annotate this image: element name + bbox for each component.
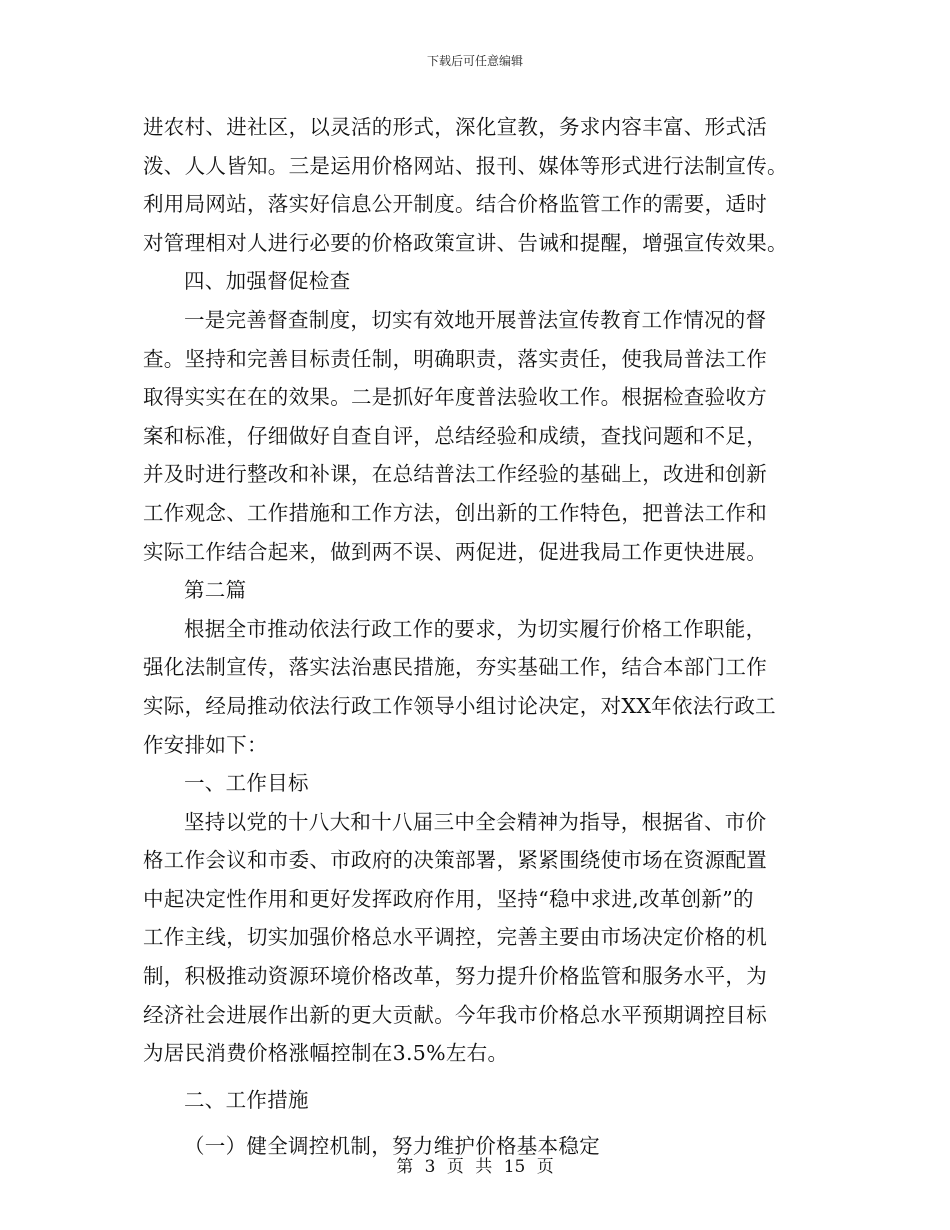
section-heading: 二、工作措施 [184, 1087, 309, 1112]
subsection-heading: （一）健全调控机制，努力维护价格基本稳定 [184, 1134, 600, 1159]
text-line: 一是完善督查制度，切实有效地开展普法宣传教育工作情况的督 [184, 307, 767, 332]
text-line: 根据全市推动依法行政工作的要求，为切实履行价格工作职能， [184, 616, 767, 641]
text-line: 实际工作结合起来，做到两不误、两促进，促进我局工作更快进展。 [143, 539, 767, 564]
spacer [143, 1119, 808, 1127]
page-header: 下载后可任意编辑 [426, 54, 523, 68]
section-heading: 一、工作目标 [184, 771, 309, 796]
text-line: 作安排如下： [143, 732, 268, 757]
text-line: 并及时进行整改和补课，在总结普法工作经验的基础上，改进和创新 [143, 462, 767, 487]
text-line: 强化法制宣传，落实法治惠民措施，夯实基础工作，结合本部门工作 [143, 655, 767, 680]
text-line: 取得实实在在的效果。二是抓好年度普法验收工作。根据检查验收方 [143, 385, 767, 410]
text-line: 中起决定性作用和更好发挥政府作用，坚持“稳中求进,改革创新”的 [143, 886, 754, 911]
text-line: 为居民消费价格涨幅控制在3.5%左右。 [143, 1041, 509, 1066]
page-footer: 第 3 页 共 15 页 [396, 1157, 554, 1177]
text-line: 实际，经局推动依法行政工作领导小组讨论决定，对XX年依法行政工 [143, 693, 776, 718]
spacer [143, 1073, 808, 1081]
text-line: 经济社会进展作出新的更大贡献。今年我市价格总水平预期调控目标 [143, 1002, 767, 1027]
part-heading: 第二篇 [184, 578, 247, 603]
text-line: 工作主线，切实加强价格总水平调控，完善主要由市场决定价格的机 [143, 925, 767, 950]
text-line: 进农村、进社区，以灵活的形式，深化宣教，务求内容丰富、形式活 [143, 115, 767, 139]
text-line: 工作观念、工作措施和工作方法，创出新的工作特色，把普法工作和 [143, 500, 767, 525]
document-body [143, 108, 808, 1166]
text-line: 制，积极推动资源环境价格改革，努力提升价格监管和服务水平，为 [143, 964, 767, 989]
text-line: 坚持以党的十八大和十八届三中全会精神为指导，根据省、市价 [184, 809, 767, 834]
text-line: 格工作会议和市委、市政府的决策部署，紧紧围绕使市场在资源配置 [143, 848, 767, 873]
text-line: 查。坚持和完善目标责任制，明确职责，落实责任，使我局普法工作 [143, 346, 767, 371]
text-line: 对管理相对人进行必要的价格政策宣讲、告诫和提醒，增强宣传效果。 [143, 230, 788, 255]
text-line: 泼、人人皆知。三是运用价格网站、报刊、媒体等形式进行法制宣传。 [143, 153, 788, 178]
section-heading: 四、加强督促检查 [184, 269, 351, 294]
text-line: 案和标准，仔细做好自查自评，总结经验和成绩，查找问题和不足， [143, 423, 767, 448]
text-line: 利用局网站，落实好信息公开制度。结合价格监管工作的需要，适时 [143, 192, 767, 217]
